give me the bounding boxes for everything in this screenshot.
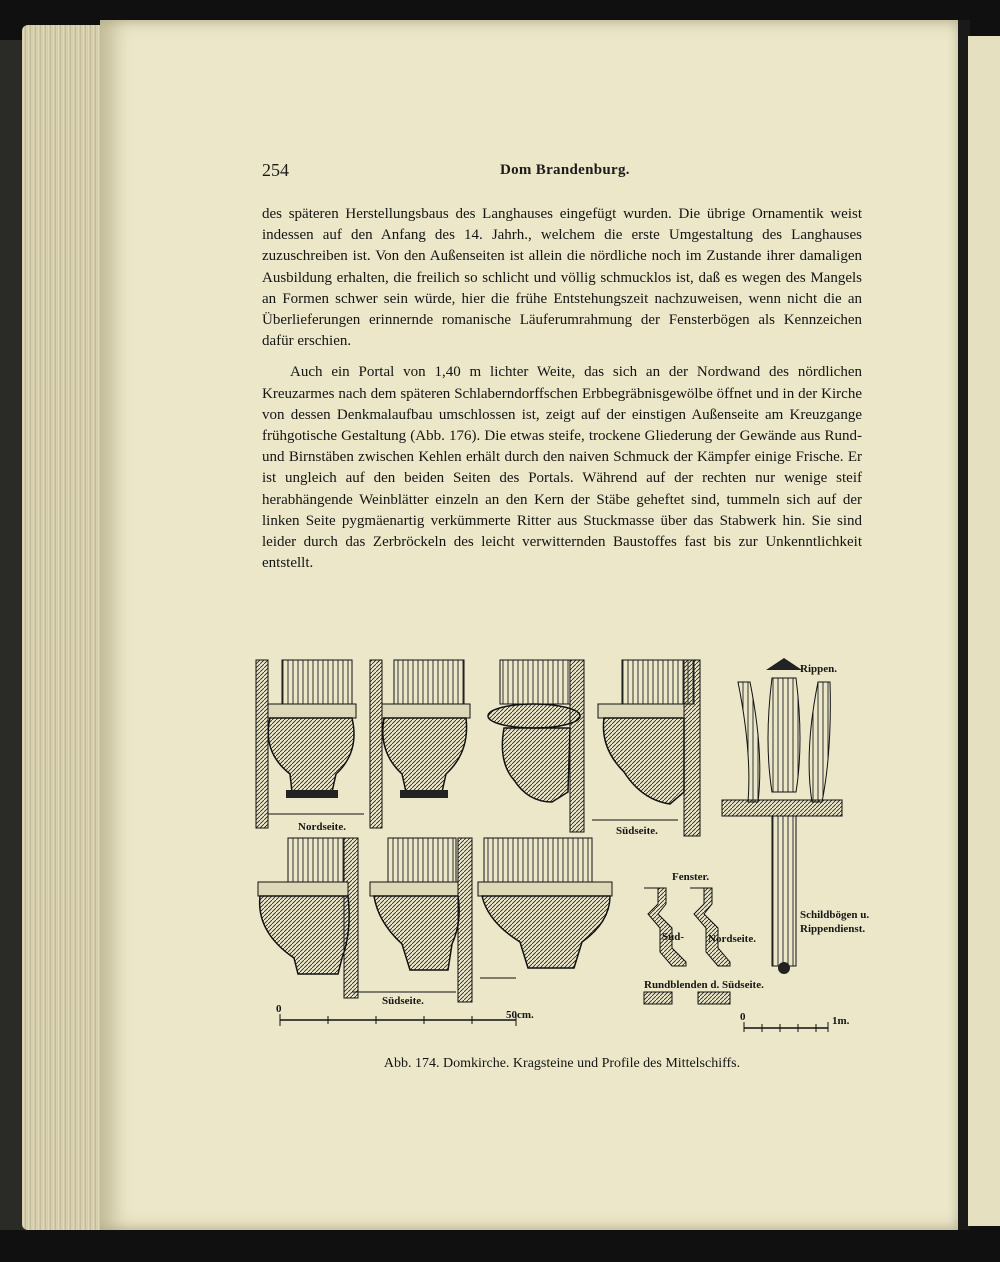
label-nordseite-profile: Nordseite. bbox=[708, 933, 756, 945]
corbel-head-wreath bbox=[488, 660, 584, 832]
label-suedseite-top: Südseite. bbox=[616, 825, 658, 837]
figure-caption: Abb. 174. Domkirche. Kragsteine und Profile des Mittelschiffs. bbox=[383, 1056, 741, 1071]
figure-corbels bbox=[252, 652, 872, 1032]
corbel-bottom-3 bbox=[478, 838, 612, 968]
scale-cm-end: 50cm. bbox=[506, 1009, 534, 1021]
next-page-edge bbox=[968, 36, 1000, 1226]
corbel-bottom-1 bbox=[258, 838, 358, 998]
label-sued: Süd- bbox=[662, 931, 685, 943]
paragraph-1: des späteren Herstellungsbaus des Langhauses eingefügt wurden. Die übrige Ornamentik weist indessen auf den Anfang des 14. Jahrh., welchem die erste Umgestaltung des Langhauses zuzuschreiben ist. Von den Außenseiten ist allein die nördliche noch im Zustande ihrer damaligen Ausbildung erhalten, die freilich so schlicht und völlig schmucklos ist, daß es wegen des Mangels an Formen schwer sein würde, hier die frühe Entstehungszeit nachzuweisen, wenn nicht die an Überlieferungen erinnernde romanische Läuferumrahmung der Fensterbögen als Kennzeichen dafür erschien. bbox=[262, 206, 862, 350]
scale-m-zero: 0 bbox=[740, 1011, 746, 1023]
scale-cm-zero: 0 bbox=[276, 1003, 282, 1015]
body-text bbox=[262, 204, 862, 574]
label-schildboegen: Schildbögen u. bbox=[800, 909, 870, 921]
page-stack-edges bbox=[22, 25, 112, 1230]
corbel-illustration bbox=[252, 652, 872, 1032]
corbel-foliage-2 bbox=[370, 660, 470, 828]
paragraph-2: Auch ein Portal von 1,40 m lichter Weite, das sich an der Nordwand des nördlichen Kreuzarmes nach dem späteren Schlaberndorffschen Erbbegräbnisgewölbe öffnet und in der Kirche von dessen Denkmalaufbau umschlossen ist, zeigt auf der einstigen Außenseite am Kreuzgange frühgotische Gestaltung (Abb. 176). Die etwas steife, trockene Gliederung der Gewände aus Rund- und Birnstäben zwischen Kehlen erhält durch den naiven Schmuck der Kämpfer einige Frische. Er ist ungleich auf den beiden Seiten des Portals. Während auf der rechten nur wenige steif herabhängende Weinblätter einzeln an den Kern der Stäbe geheftet sind, tummeln sich auf der linken Seite pygmäenartig verkümmerte Ritter aus Stuckmasse über das Stabwerk hin. Sie sind leider durch das Zerbröckeln des leicht verwitternden Baustoffes fast bis zur Unkenntlichkeit entstellt. bbox=[262, 364, 862, 572]
page-header bbox=[262, 160, 862, 184]
label-rundblenden: Rundblenden d. Südseite. bbox=[644, 979, 764, 991]
book-page bbox=[100, 20, 962, 1230]
running-title: Dom Brandenburg. bbox=[500, 162, 630, 178]
scale-bar-m bbox=[744, 1022, 828, 1032]
label-suedseite-bottom: Südseite. bbox=[382, 995, 424, 1007]
page-number: 254 bbox=[262, 160, 289, 180]
corbel-head bbox=[598, 660, 700, 836]
label-fenster: Fenster. bbox=[672, 871, 710, 883]
label-rippendienst: Rippendienst. bbox=[800, 923, 866, 935]
label-rippen: Rippen. bbox=[800, 663, 837, 675]
corbel-bottom-2 bbox=[370, 838, 472, 1002]
label-nordseite: Nordseite. bbox=[298, 821, 346, 833]
scale-m-end: 1m. bbox=[832, 1015, 850, 1027]
scale-bar-cm bbox=[280, 1014, 516, 1026]
corbel-foliage-1 bbox=[256, 660, 356, 828]
